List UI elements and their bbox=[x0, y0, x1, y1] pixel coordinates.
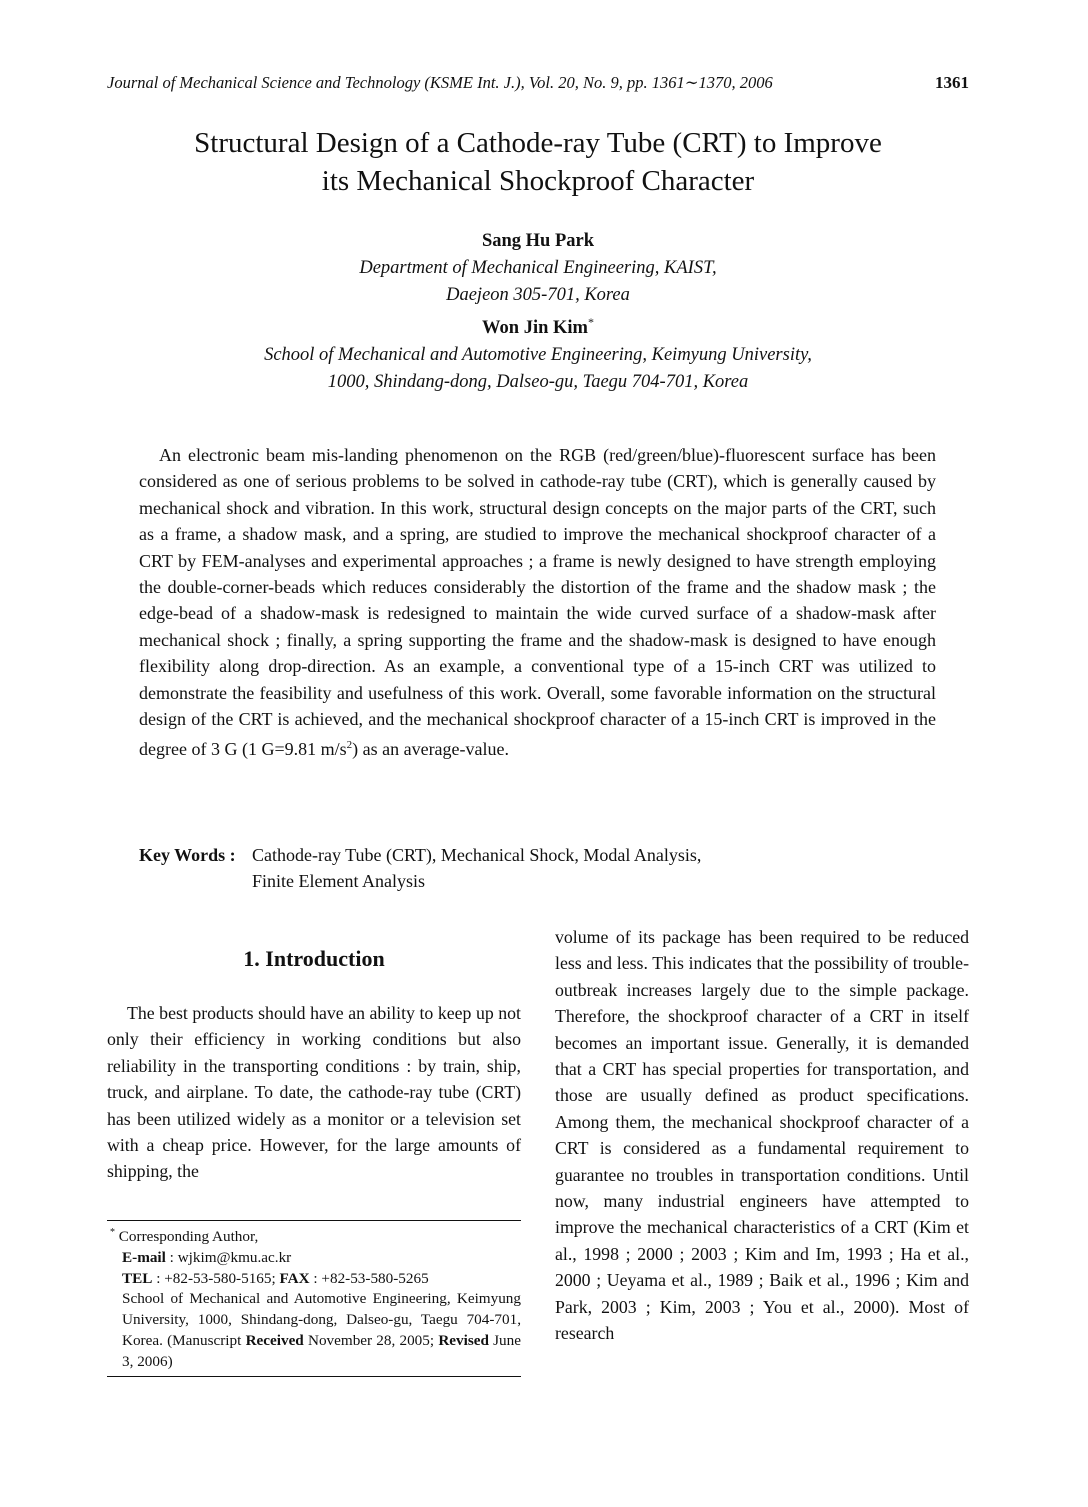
intro-right-column bbox=[555, 924, 969, 1347]
intro-left-column bbox=[107, 1000, 521, 1185]
abstract-paragraph bbox=[139, 442, 936, 763]
revised-label: Revised bbox=[438, 1332, 489, 1350]
tel-label: TEL bbox=[122, 1269, 153, 1287]
fax-value: : +82-53-580-5265 bbox=[309, 1269, 429, 1287]
author-1-affiliation-line-1: Department of Mechanical Engineering, KAIST, bbox=[359, 258, 717, 278]
title-line-2: its Mechanical Shockproof Character bbox=[321, 165, 755, 197]
author-2-affiliation-line-1: School of Mechanical and Automotive Engineering, Keimyung University, bbox=[264, 345, 812, 366]
email-label: E-mail bbox=[122, 1248, 166, 1266]
intro-paragraph-left: The best products should have an ability to keep up not only their efficiency in working conditions but also reliability in the transporting conditions : by train, ship, truck, and airplane. To date, the cathode-ray tube (CRT) has been utilized widely as a monitor or a television set with a cheap price. However, for the large amounts of shipping, the bbox=[107, 1003, 521, 1182]
corresponding-mark: * bbox=[587, 315, 594, 329]
intro-paragraph-right: volume of its package has been required to be reduced less and less. This indicates that the possibility of trouble-outbreak increases largely due to the simple package. Therefore, the shockproof character of a CRT in itself becomes an important issue. Generally, it is demanded that a CRT has special properties for transportation, and those are usually defined as product specifications. Among them, the mechanical shockproof character of a CRT is considered as a fundamental requirement to guarantee no troubles in transportation conditions. Until now, many industrial engineers have attempted to improve the mechanical characteristics of a CRT (Kim et al., 1998 ; 2000 ; 2003 ; Kim and Im, 1993 ; Ha et al., 2000 ; Ueyama et al., 1989 ; Baik et al., 1996 ; Kim and Park, 2003 ; Kim, 2003 ; You et al., 2000). Most of research bbox=[555, 927, 969, 1344]
journal-citation: Journal of Mechanical Science and Technology (KSME Int. J.), Vol. 20, No. 9, pp. 1361∼1370, 2006 bbox=[107, 73, 773, 92]
received-label: Received bbox=[245, 1332, 304, 1350]
footnote-email bbox=[107, 1248, 521, 1269]
footnote-rule-bottom bbox=[107, 1376, 521, 1377]
page-number: 1361 bbox=[935, 73, 969, 92]
address-text: School of Mechanical and Automotive Engineering, Keimyung University, 1000, Shindang-dong, Dalseo-gu, Taegu 704-701, Korea. (Manuscript bbox=[122, 1290, 521, 1350]
author-block bbox=[107, 228, 969, 396]
footnote-rule-top bbox=[107, 1220, 521, 1221]
revised-value: June 3, 2006) bbox=[122, 1332, 521, 1370]
abstract-text: An electronic beam mis-landing phenomenon on the RGB (red/green/blue)-fluorescent surface has been considered as one of serious problems to be solved in cathode-ray tube (CRT), which is generally caused by mechanical shock and vibration. In this work, structural design concepts on the major parts of the CRT, such as a frame, a shadow mask, and a spring, are studied to improve the mechanical shockproof character of a CRT by FEM-analyses and experimental approaches ; a frame is newly designed to have strength employing the double-corner-beads which reduces considerably the distortion of the frame and the shadow mask ; the edge-bead of a shadow-mask is redesigned to maintain the wide curved surface of a shadow-mask after mechanical shock ; finally, a spring supporting the frame and the shadow-mask is designed to have enough flexibility along drop-direction. As an example, a conventional type of a 15-inch CRT was utilized to demonstrate the feasibility and usefulness of this work. Overall, some favorable information on the structural design of the CRT is achieved, and the mechanical shockproof character of a 15-inch CRT is improved in the degree of 3 G (1 G=9.81 m/s bbox=[139, 445, 936, 760]
footnote-corresponding bbox=[110, 1223, 521, 1248]
author-1-name: Sang Hu Park bbox=[481, 231, 595, 251]
author-2-name-row bbox=[107, 309, 969, 342]
keywords-list bbox=[252, 842, 852, 895]
footnote-mark: * bbox=[110, 1227, 115, 1238]
abstract bbox=[139, 442, 936, 763]
abstract-superscript: 2 bbox=[346, 739, 353, 752]
section-heading-introduction: 1. Introduction bbox=[243, 946, 385, 971]
email-value: : wjkim@kmu.ac.kr bbox=[165, 1248, 292, 1266]
author-1-affiliation-line-2: Daejeon 305-701, Korea bbox=[446, 285, 630, 305]
received-value: November 28, 2005; bbox=[303, 1332, 439, 1350]
keywords-line-2: Finite Element Analysis bbox=[252, 871, 425, 892]
running-header bbox=[107, 73, 969, 97]
fax-label: FAX bbox=[279, 1269, 310, 1287]
footnote-corresponding-text: Corresponding Author, bbox=[118, 1228, 259, 1246]
keywords-line-1: Cathode-ray Tube (CRT), Mechanical Shock, Modal Analysis, bbox=[252, 845, 702, 865]
tel-value: : +82-53-580-5165; bbox=[152, 1269, 280, 1287]
author-2-name: Won Jin Kim bbox=[482, 318, 588, 339]
title-line-1: Structural Design of a Cathode-ray Tube (CRT) to Improve bbox=[194, 127, 882, 159]
footnote-address bbox=[107, 1289, 521, 1372]
abstract-text-end: ) as an average-value. bbox=[352, 739, 510, 760]
footnote bbox=[107, 1220, 521, 1377]
keywords-label: Key Words : bbox=[139, 845, 236, 865]
paper-title bbox=[107, 124, 969, 200]
footnote-phone bbox=[107, 1269, 521, 1290]
author-2-affiliation-line-2: 1000, Shindang-dong, Dalseo-gu, Taegu 704-701, Korea bbox=[327, 372, 749, 393]
